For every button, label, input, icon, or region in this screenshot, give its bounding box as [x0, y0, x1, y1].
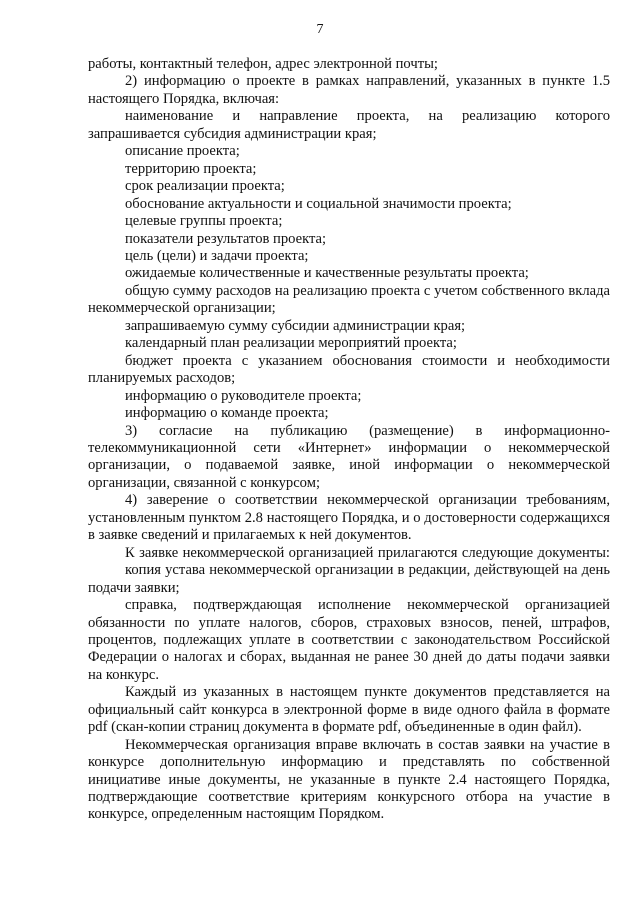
paragraph: целевые группы проекта;	[125, 213, 283, 230]
paragraph: Каждый из указанных в настоящем пункте документов представляется на официальный сайт конкурса в электронной форме в виде одного файла в формате pdf (скан-копии страниц документа в формате pdf, объединенные в один файл).	[88, 684, 610, 736]
paragraph: 2) информацию о проекте в рамках направлений, указанных в пункте 1.5 настоящего Порядка, включая:	[88, 73, 610, 107]
paragraph: обоснование актуальности и социальной значимости проекта;	[125, 195, 512, 212]
paragraph: ожидаемые количественные и качественные результаты проекта;	[125, 265, 529, 282]
document-body	[88, 56, 610, 824]
paragraph: цель (цели) и задачи проекта;	[125, 247, 309, 264]
paragraph: К заявке некоммерческой организацией прилагаются следующие документы:	[125, 544, 610, 561]
page-number: 7	[316, 22, 324, 37]
paragraph: срок реализации проекта;	[125, 178, 285, 195]
paragraph: календарный план реализации мероприятий проекта;	[125, 335, 457, 352]
paragraph: показатели результатов проекта;	[125, 230, 327, 247]
paragraph: информацию о руководителе проекта;	[125, 387, 362, 404]
paragraph: описание проекта;	[125, 143, 240, 160]
paragraph: наименование и направление проекта, на реализацию которого запрашивается субсидия администрации края;	[88, 108, 610, 142]
paragraph: работы, контактный телефон, адрес электронной почты;	[88, 56, 438, 72]
paragraph: справка, подтверждающая исполнение некоммерческой организацией обязанности по уплате налогов, сборов, страховых взносов, пеней, штрафов, процентов, подлежащих уплате в соответствии с законодательством Российской Федерации о налогах и сборах, выданная не ранее 30 дней до даты подачи заявки на конкурс.	[88, 597, 610, 683]
paragraph: 4) заверение о соответствии некоммерческой организации требованиям, установленным пунктом 2.8 настоящего Порядка, и о достоверности содержащихся в заявке сведений и прилагаемых к ней документов.	[88, 492, 610, 544]
paragraph: 3) согласие на публикацию (размещение) в информационно-телекоммуникационной сети «Интернет» информации о некоммерческой организации, о подаваемой заявке, иной информации о некоммерческой организации, связанной с конкурсом;	[88, 422, 610, 491]
paragraph: общую сумму расходов на реализацию проекта с учетом собственного вклада некоммерческой организации;	[88, 282, 610, 317]
paragraph: копия устава некоммерческой организации в редакции, действующей на день подачи заявки;	[88, 562, 610, 596]
paragraph: запрашиваемую сумму субсидии администрации края;	[125, 317, 466, 334]
paragraph: информацию о команде проекта;	[125, 405, 329, 422]
paragraph: Некоммерческая организация вправе включать в состав заявки на участие в конкурсе дополнительную информацию и представлять по собственной инициативе иные документы, не указанные в пункте 2.4 настоящего Порядка, подтверждающие соответствие критериям конкурсного отбора на участие в конкурсе, определенным настоящим Порядком.	[88, 736, 610, 823]
paragraph: территорию проекта;	[125, 160, 257, 177]
paragraph: бюджет проекта с указанием обоснования стоимости и необходимости планируемых расходов;	[88, 352, 610, 387]
